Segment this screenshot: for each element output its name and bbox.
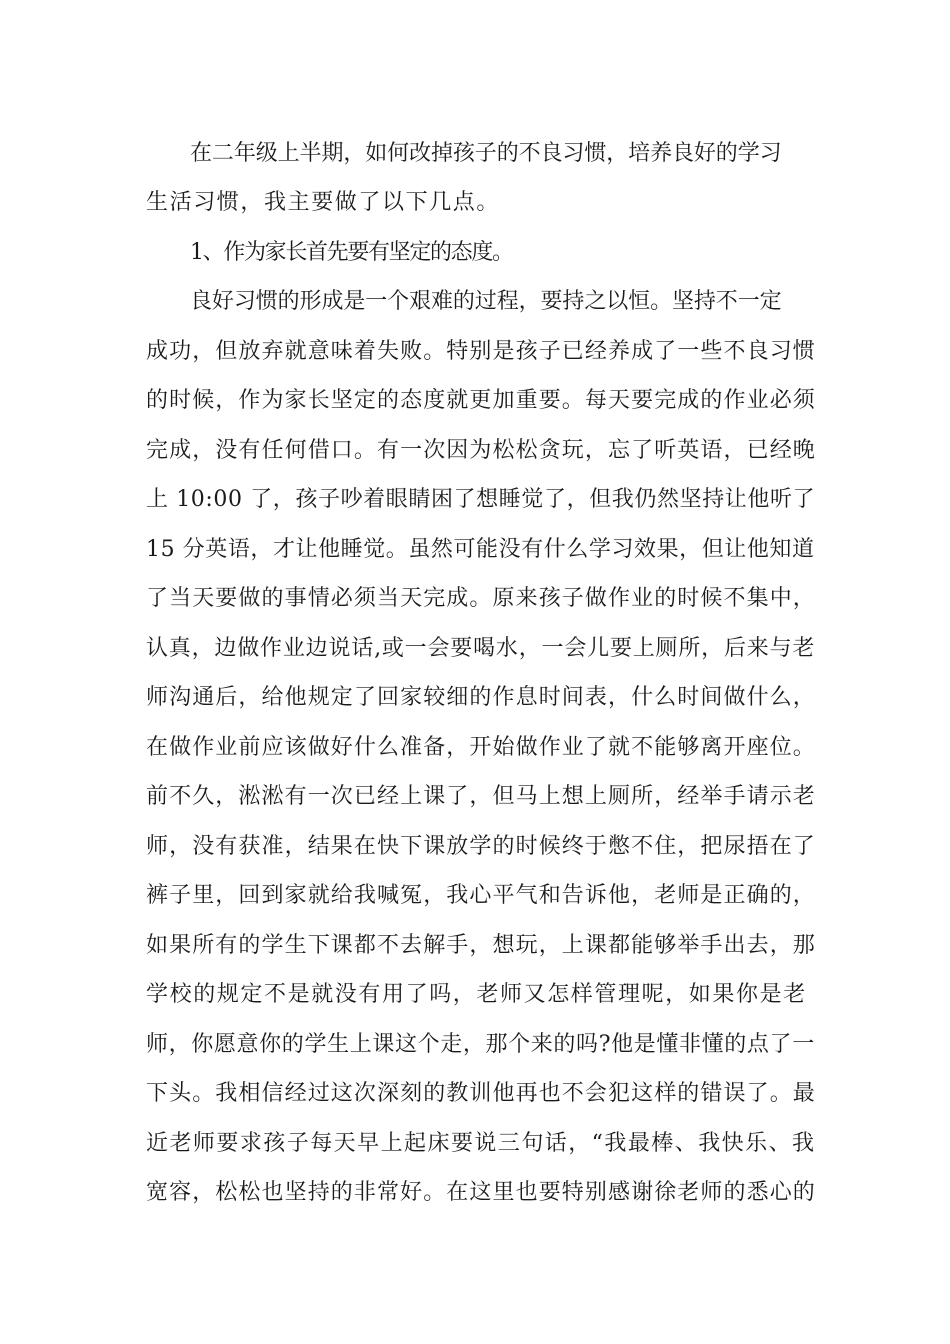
text-line: 师，没有获准，结果在快下课放学的时候终于憋不住，把尿捂在了 <box>146 834 816 859</box>
text-line: 了当天要做的事情必须当天完成。原来孩子做作业的时候不集中， <box>146 586 816 611</box>
text-line: 成功，但放弃就意味着失败。特别是孩子已经养成了一些不良习惯 <box>146 339 816 364</box>
text-line: 1、作为家长首先要有坚定的态度。 <box>190 240 513 265</box>
text-line: 的时候，作为家长坚定的态度就更加重要。每天要完成的作业必须 <box>146 388 816 413</box>
text-line: 裤子里，回到家就给我喊冤，我心平气和告诉他，老师是正确的， <box>146 883 816 908</box>
text-line: 宽容，松松也坚持的非常好。在这里也要特别感谢徐老师的悉心的 <box>146 1180 816 1205</box>
text-line: 学校的规定不是就没有用了吗，老师又怎样管理呢，如果你是老 <box>146 982 807 1007</box>
text-line: 良好习惯的形成是一个艰难的过程，要持之以恒。坚持不一定 <box>190 289 782 314</box>
text-line: 15 分英语，才让他睡觉。虽然可能没有什么学习效果，但让他知道 <box>146 537 815 562</box>
text-line: 在二年级上半期，如何改掉孩子的不良习惯，培养良好的学习 <box>190 141 782 166</box>
text-line: 下头。我相信经过这次深刻的教训他再也不会犯这样的错误了。最 <box>146 1081 816 1106</box>
text-line: 如果所有的学生下课都不去解手，想玩，上课都能够举手出去，那 <box>146 933 816 958</box>
text-line: 认真，边做作业边说话,或一会要喝水，一会儿要上厕所，后来与老 <box>146 636 816 661</box>
text-line: 完成，没有任何借口。有一次因为松松贪玩，忘了听英语，已经晚 <box>146 438 816 463</box>
text-line: 生活习惯，我主要做了以下几点。 <box>146 190 501 215</box>
text-line: 上 10:00 了，孩子吵着眼睛困了想睡觉了，但我仍然坚持让他听了 <box>146 487 816 512</box>
text-line: 近老师要求孩子每天早上起床要说三句话，“我最棒、我快乐、我 <box>146 1131 816 1156</box>
text-line: 师沟通后，给他规定了回家较细的作息时间表，什么时间做什么， <box>146 685 816 710</box>
text-line: 师，你愿意你的学生上课这个走，那个来的吗?他是懂非懂的点了一 <box>146 1032 815 1057</box>
text-line: 在做作业前应该做好什么准备，开始做作业了就不能够离开座位。 <box>146 735 816 760</box>
text-line: 前不久，淞淞有一次已经上课了，但马上想上厕所，经举手请示老 <box>146 784 816 809</box>
